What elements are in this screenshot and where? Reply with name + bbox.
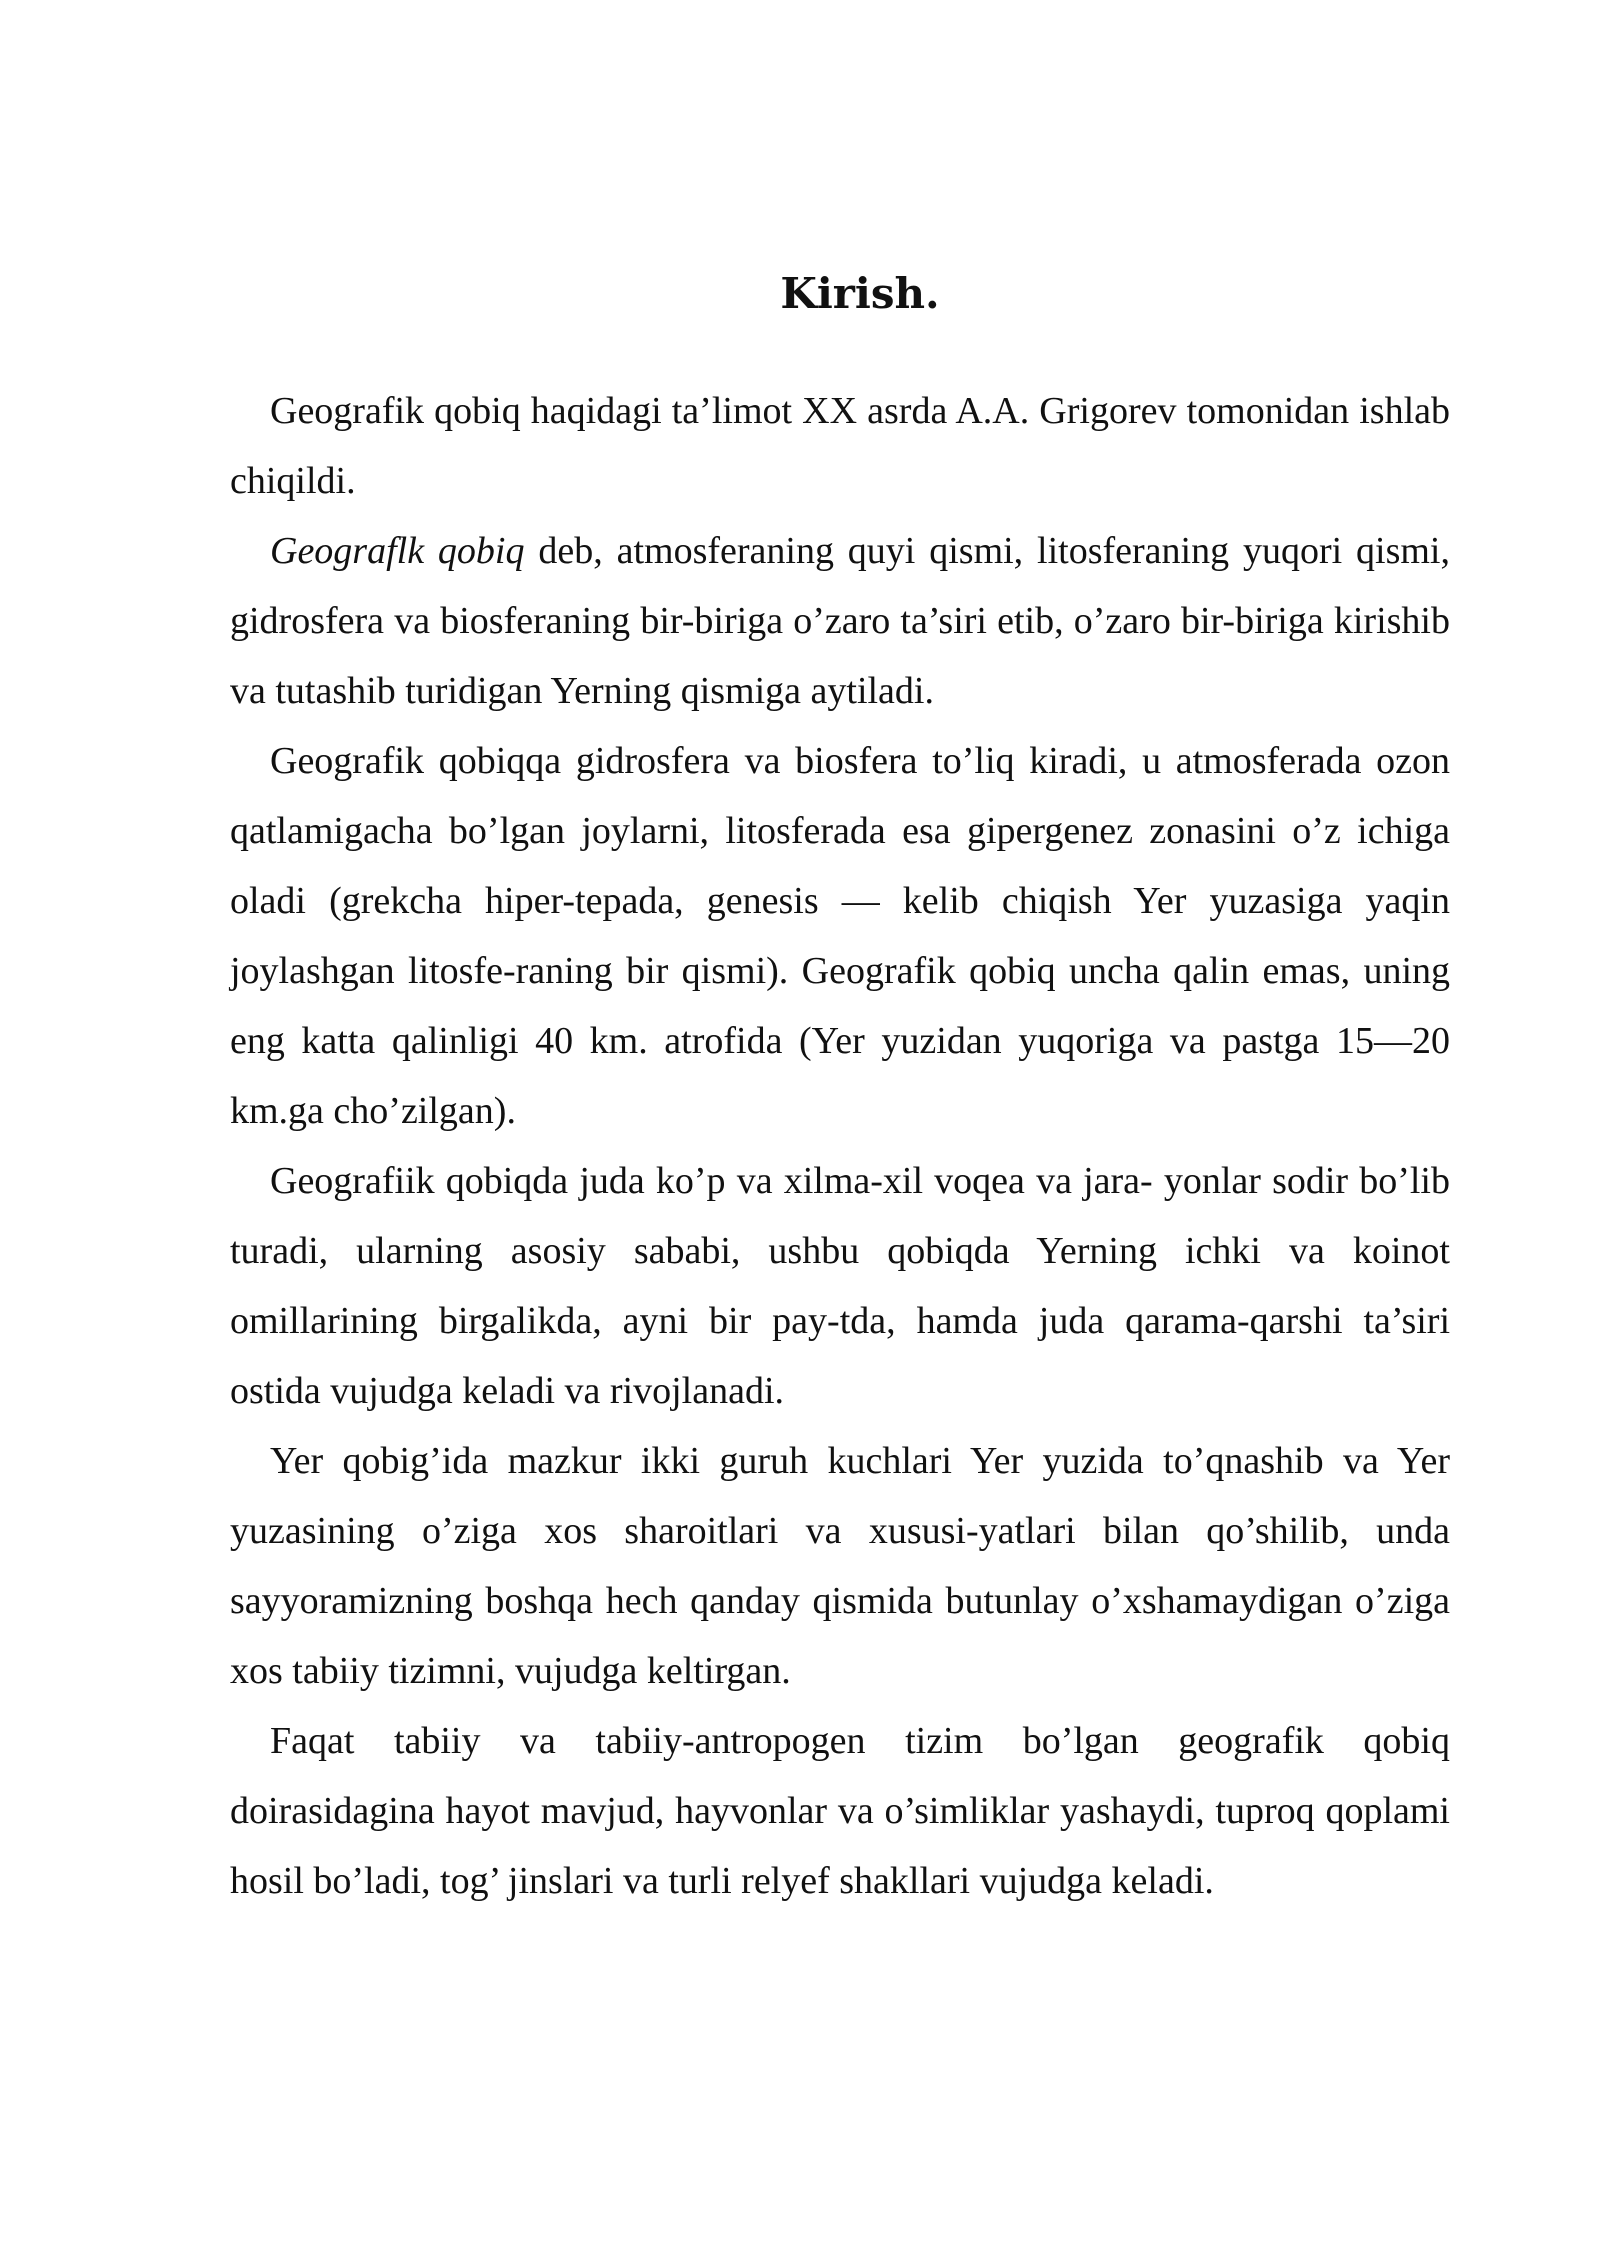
paragraph-2-text: deb, atmosferaning quyi qismi, litosferaning yuqori qismi, gidrosfera va biosferaning bir-biriga o’zaro ta’siri etib, o’zaro bir-biriga kirishib va tutashib turidigan Yerning qismiga aytiladi.	[230, 530, 1450, 712]
paragraph-2	[230, 516, 1450, 726]
paragraph-6	[230, 1706, 1450, 1916]
paragraph-4-text: Geografiik qobiqda juda ko’p va xilma-xil voqea va jara- yonlar sodir bo’lib turadi, ularning asosiy sababi, ushbu qobiqda Yerning ichki va koinot omillarining birgalikda, ayni bir pay-tda, hamda juda qarama-qarshi ta’siri ostida vujudga keladi va rivojlanadi.	[230, 1160, 1450, 1412]
paragraph-1	[230, 376, 1450, 516]
paragraph-4	[230, 1146, 1450, 1426]
paragraph-6-text: Faqat tabiiy va tabiiy-antropogen tizim bo’lgan geografik qobiq doirasidagina hayot mavjud, hayvonlar va o’simliklar yashaydi, tuproq qoplami hosil bo’ladi, tog’ jinslari va turli relyef shakllari vujudga keladi.	[230, 1720, 1450, 1902]
page-title: Kirish.	[780, 269, 940, 318]
paragraph-5	[230, 1426, 1450, 1706]
paragraph-1-text: Geografik qobiq haqidagi ta’limot XX asrda A.A. Grigorev tomonidan ishlab chiqildi.	[230, 390, 1450, 502]
document-body	[230, 258, 1450, 1916]
paragraph-3-text: Geografik qobiqqa gidrosfera va biosfera to’liq kiradi, u atmosferada ozon qatlamigacha bo’lgan joylarni, litosferada esa gipergenez zonasini o’z ichiga oladi (grekcha hiper-tepada, genesis — kelib chiqish Yer yuzasiga yaqin joylashgan litosfe-raning bir qismi). Geografik qobiq uncha qalin emas, uning eng katta qalinligi 40 km. atrofida (Yer yuzidan yuqoriga va pastga 15—20 km.ga cho’zilgan).	[230, 740, 1450, 1132]
paragraph-2-term: Geograflk qobiq	[270, 530, 525, 572]
paragraph-5-text: Yer qobig’ida mazkur ikki guruh kuchlari Yer yuzida to’qnashib va Yer yuzasining o’ziga xos sharoitlari va xususi-yatlari bilan qo’shilib, unda sayyoramizning boshqa hech qanday qismida butunlay o’xshamaydigan o’ziga xos tabiiy tizimni, vujudga keltirgan.	[230, 1440, 1450, 1692]
paragraph-3	[230, 726, 1450, 1146]
